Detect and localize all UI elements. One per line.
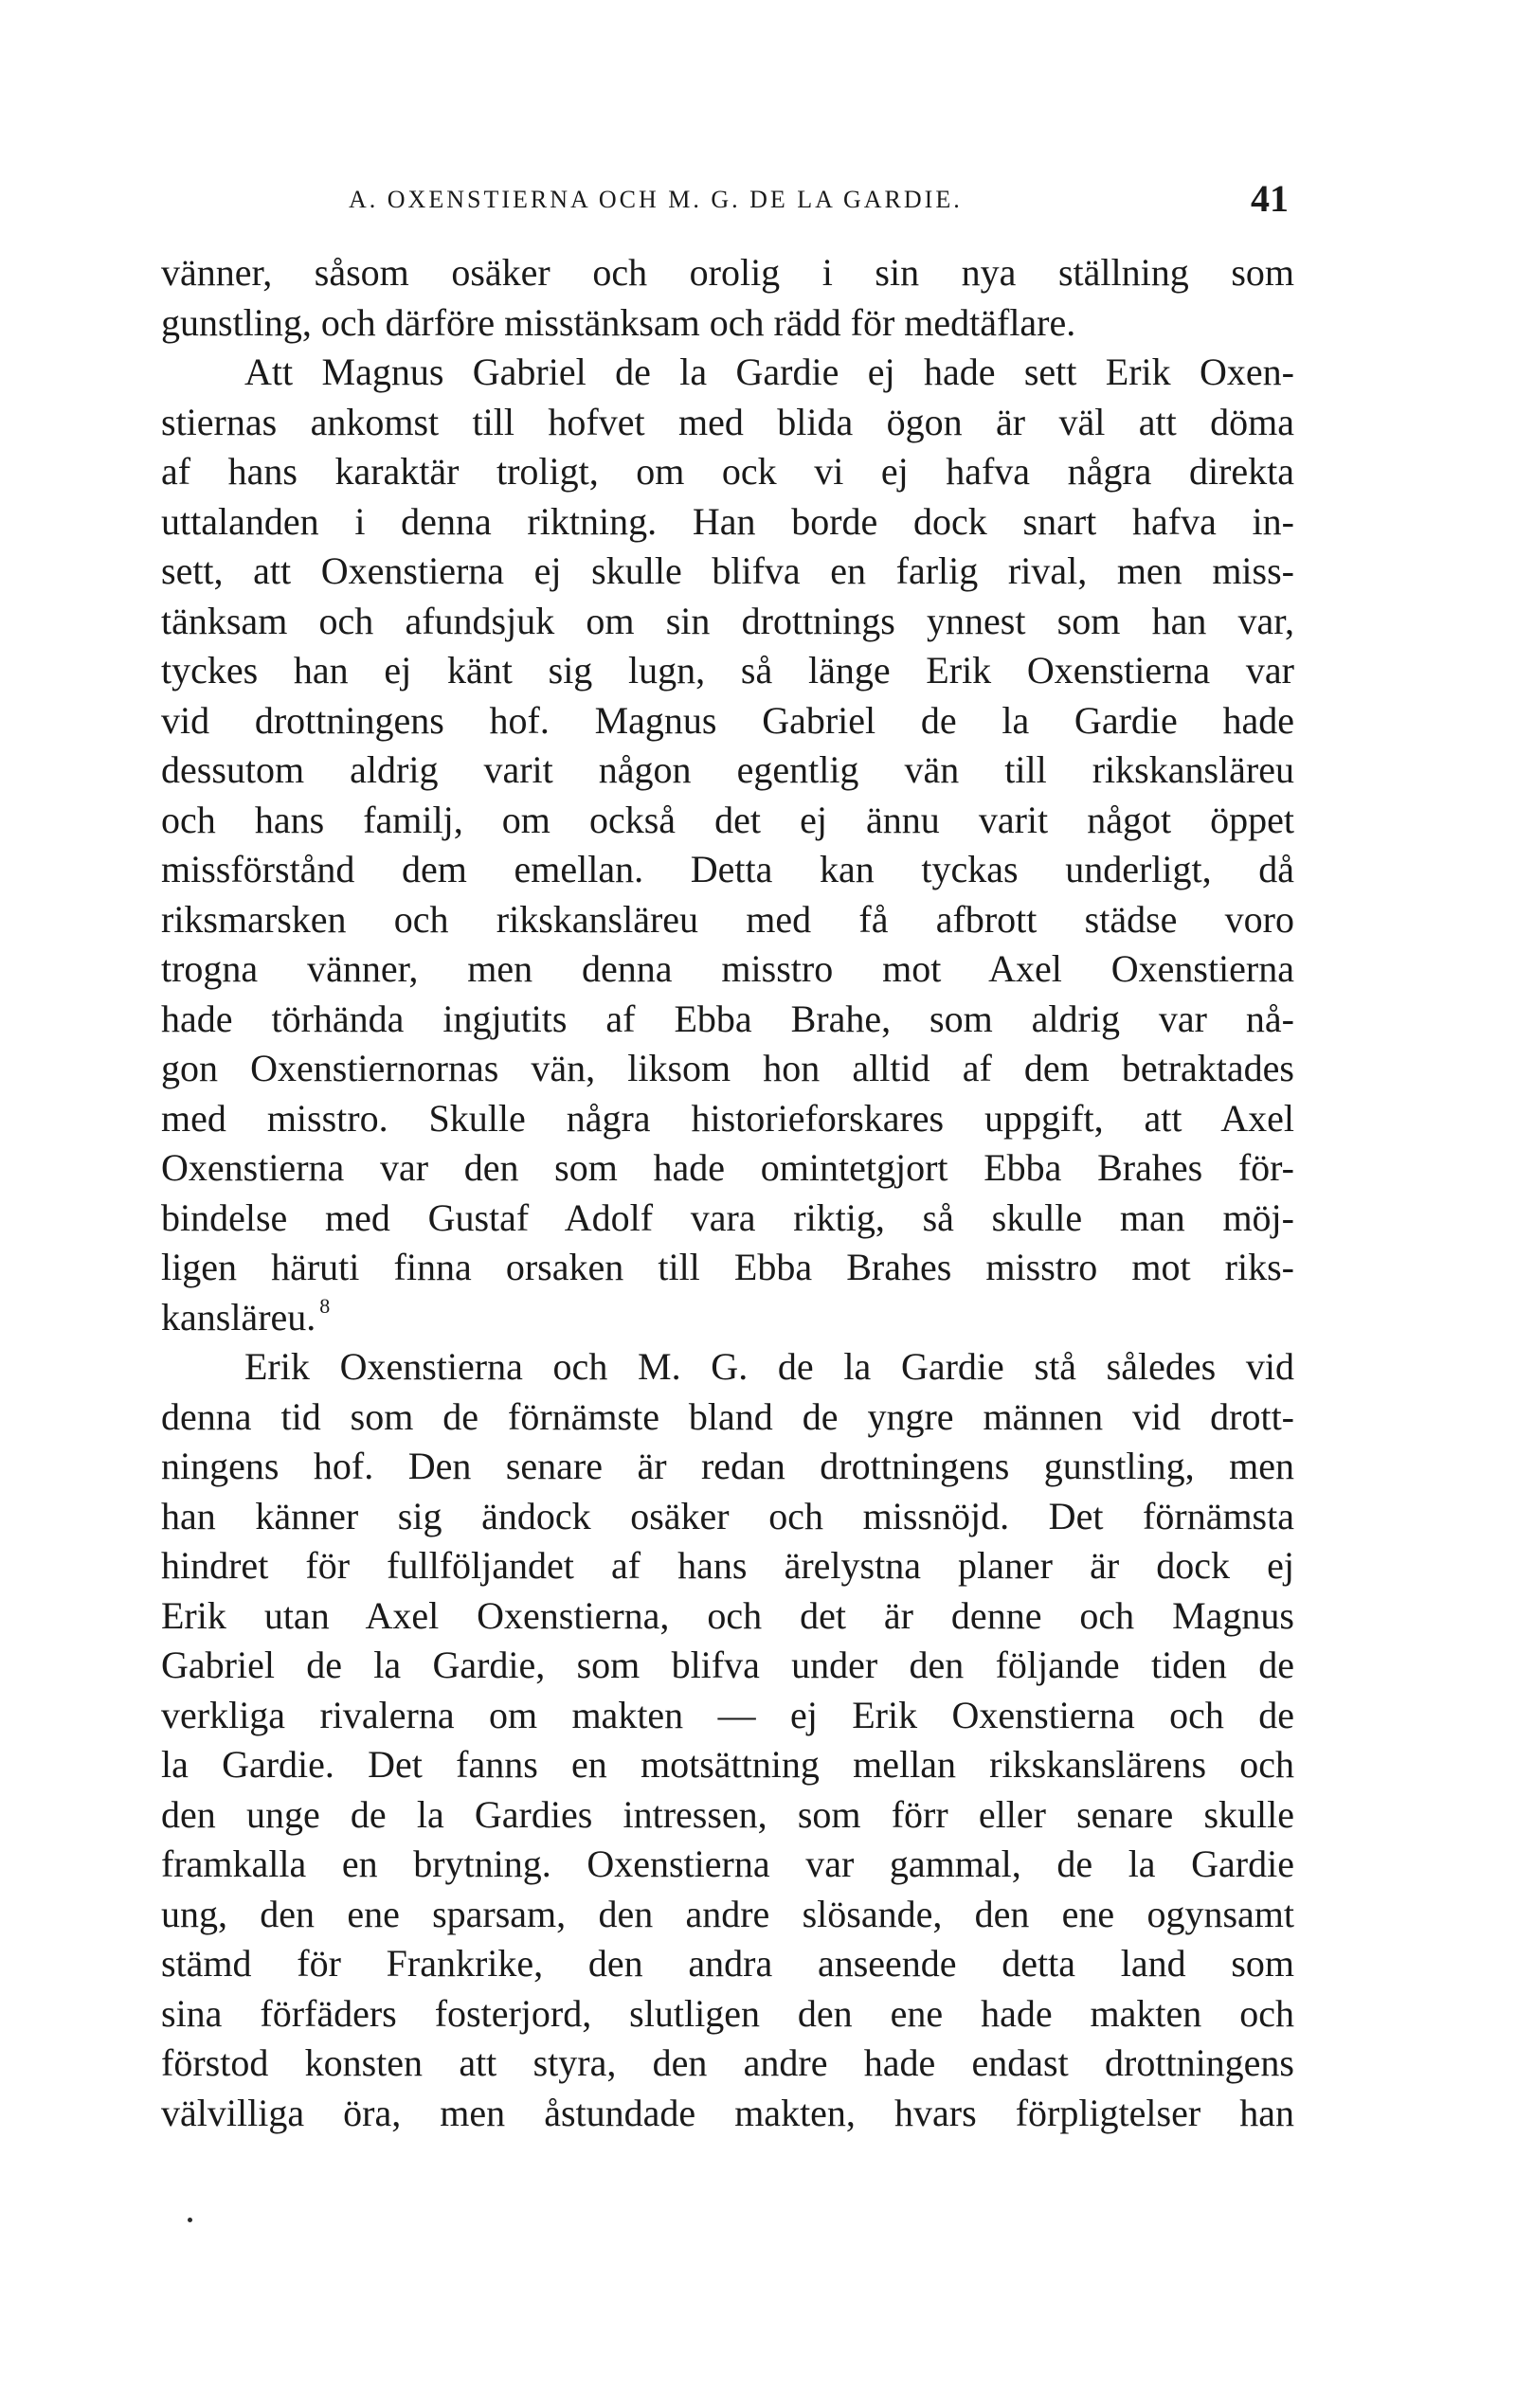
text-line: vänner, såsom osäker och orolig i sin nya ställning som — [161, 251, 1294, 294]
text-line: verkliga rivalerna om makten — ej Erik Oxenstierna och de — [161, 1693, 1294, 1736]
text-line: han känner sig ändock osäker och missnöjd. Det förnämsta — [161, 1494, 1294, 1537]
text-line: vid drottningens hof. Magnus Gabriel de la Gardie hade — [161, 698, 1294, 742]
text-line: riksmarsken och rikskansläreu med få afbrott städse voro — [161, 897, 1294, 941]
text-line: förstod konsten att styra, den andre hade endast drottningens — [161, 2041, 1294, 2084]
text-line: och hans familj, om också det ej ännu varit något öppet — [161, 798, 1294, 841]
text-line: gon Oxenstiernornas vän, liksom hon alltid af dem betraktades — [161, 1047, 1294, 1089]
text-line: missförstånd dem emellan. Detta kan tyckas underligt, då — [161, 848, 1294, 890]
paragraph-start-line: Erik Oxenstierna och M. G. de la Gardie stå således vid — [244, 1345, 1294, 1388]
text-line: framkalla en brytning. Oxenstierna var gammal, de la Gardie — [161, 1842, 1294, 1885]
body-text — [161, 248, 1294, 2138]
text-line: af hans karaktär troligt, om ock vi ej hafva några direkta — [161, 450, 1294, 493]
text-line: gunstling, och därföre misstänksam och rädd för medtäflare. — [161, 300, 1076, 344]
text-line: stiernas ankomst till hofvet med blida ögon är väl att döma — [161, 400, 1294, 443]
paragraph-start-line: Att Magnus Gabriel de la Gardie ej hade sett Erik Oxen- — [244, 350, 1294, 393]
text-line: dessutom aldrig varit någon egentlig vän till rikskansläreu — [161, 748, 1294, 791]
text-line: trogna vänner, men denna misstro mot Axel Oxenstierna — [161, 947, 1294, 990]
text-line: la Gardie. Det fanns en motsättning mellan rikskanslärens och — [161, 1743, 1294, 1786]
text-line: den unge de la Gardies intressen, som förr eller senare skulle — [161, 1792, 1294, 1836]
text-line: sina förfäders fosterjord, slutligen den ene hade makten och — [161, 1991, 1294, 2035]
footnote-marker: 8 — [319, 1293, 331, 1318]
text-line: hade törhända ingjutits af Ebba Brahe, som aldrig var nå- — [161, 997, 1294, 1040]
running-head — [349, 176, 1289, 224]
text-line-with-footnote — [161, 1293, 1294, 1343]
text-line: tyckes han ej känt sig lugn, så länge Erik Oxenstierna var — [161, 649, 1294, 692]
text-line: tänksam och afundsjuk om sin drottnings ynnest som han var, — [161, 599, 1294, 642]
text-line: stämd för Frankrike, den andra anseende detta land som — [161, 1942, 1294, 1985]
text-line: ningens hof. Den senare är redan drottningens gunstling, men — [161, 1445, 1294, 1487]
running-title: A. OXENSTIERNA OCH M. G. DE LA GARDIE. — [349, 186, 963, 213]
text-line: Oxenstierna var den som hade omintetgjort Ebba Brahes för- — [161, 1146, 1294, 1189]
page-number: 41 — [1251, 177, 1289, 220]
text-line: välvilliga öra, men åstundade makten, hvars förpligtelser han — [161, 2091, 1294, 2134]
text-line: ung, den ene sparsam, den andre slösande, den ene ogynsamt — [161, 1892, 1294, 1935]
text-line: sett, att Oxenstierna ej skulle blifva en farlig rival, men miss- — [161, 549, 1294, 592]
text-line: ligen häruti finna orsaken till Ebba Brahes misstro mot riks- — [161, 1246, 1294, 1288]
text-line: uttalanden i denna riktning. Han borde dock snart hafva in- — [161, 499, 1294, 543]
text-line: med misstro. Skulle några historieforskares uppgift, att Axel — [161, 1096, 1294, 1140]
text-line: denna tid som de förnämste bland de yngre männen vid drott- — [161, 1394, 1294, 1438]
text-line: bindelse med Gustaf Adolf vara riktig, så skulle man möj- — [161, 1195, 1294, 1239]
ink-speck — [188, 2218, 192, 2222]
text-line: Erik utan Axel Oxenstierna, och det är denne och Magnus — [161, 1593, 1294, 1637]
text-line: Gabriel de la Gardie, som blifva under den följande tiden de — [161, 1644, 1294, 1686]
text-line: hindret för fullföljandet af hans ärelystna planer är dock ej — [161, 1544, 1294, 1587]
text-line-content: kansläreu. — [161, 1295, 316, 1339]
